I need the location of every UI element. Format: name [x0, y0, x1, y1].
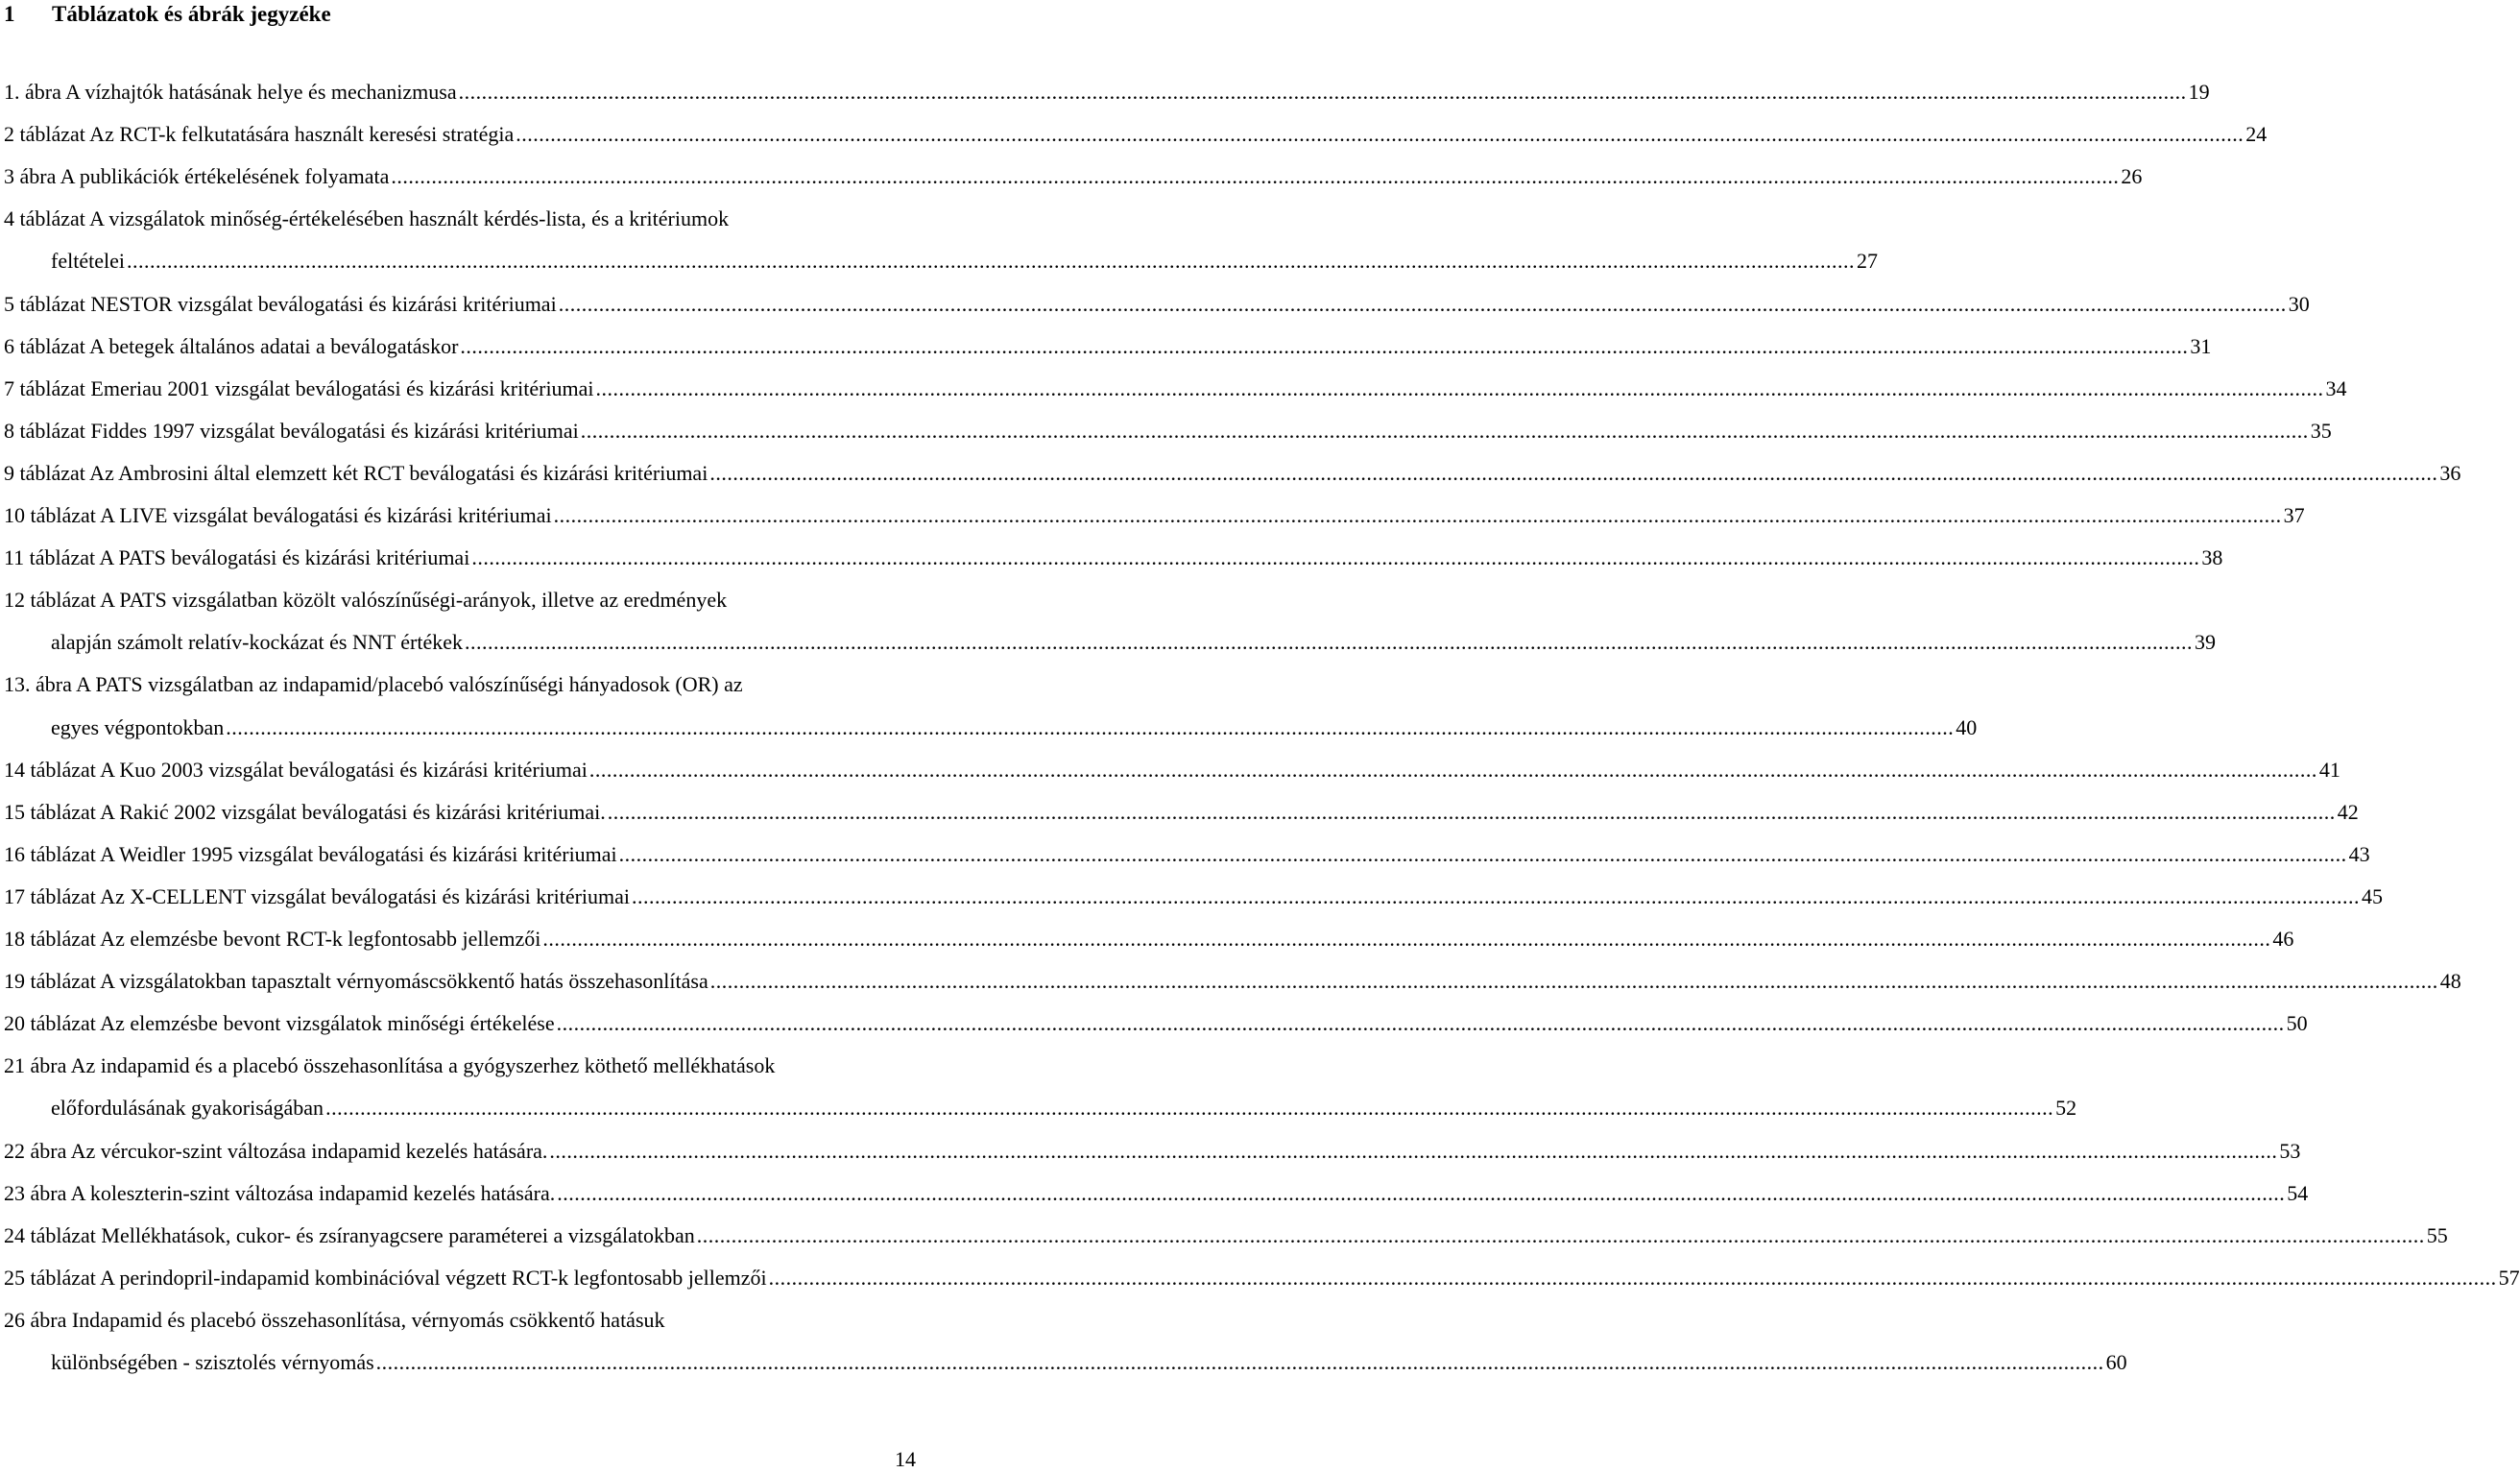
toc-entry[interactable] — [51, 247, 1878, 276]
dot-leader: ............................................................................................................................................................................................................................................................................................................ — [709, 969, 2438, 993]
toc-entry[interactable] — [4, 120, 2268, 149]
toc-entry-page: 38 — [2201, 545, 2223, 569]
dot-leader: ............................................................................................................................................................................................................................................................................................................ — [709, 461, 2438, 485]
toc-entry-title: 11 táblázat A PATS beválogatási és kizárási kritériumai — [4, 545, 470, 569]
toc-entry[interactable] — [4, 1264, 2520, 1292]
dot-leader: ............................................................................................................................................................................................................................................................................................................ — [516, 122, 2244, 146]
toc-entry[interactable] — [4, 756, 2340, 785]
toc-entry-title: 22 ábra Az vércukor-szint változása indapamid kezelés hatására. — [4, 1139, 548, 1163]
toc-entry[interactable] — [51, 713, 1978, 742]
toc-entry-title: 21 ábra Az indapamid és a placebó összehasonlítása a gyógyszerhez köthető mellékhatások — [4, 1053, 776, 1077]
dot-leader: ............................................................................................................................................................................................................................................................................................................ — [471, 545, 2200, 569]
dot-leader: ............................................................................................................................................................................................................................................................................................................ — [549, 1139, 2278, 1163]
dot-leader: ............................................................................................................................................................................................................................................................................................................ — [375, 1350, 2104, 1374]
toc-entry-title: 19 táblázat A vizsgálatokban tapasztalt vérnyomáscsökkentő hatás összehasonlítása — [4, 969, 708, 993]
toc-entry-title: 1. ábra A vízhajtók hatásának helye és mechanizmusa — [4, 80, 457, 104]
toc-entry[interactable] — [4, 290, 2310, 319]
dot-leader: ............................................................................................................................................................................................................................................................................................................ — [618, 842, 2347, 866]
dot-leader: ............................................................................................................................................................................................................................................................................................................ — [226, 715, 1955, 739]
toc-entry-page: 40 — [1956, 715, 1978, 739]
toc-entry-page: 55 — [2426, 1223, 2448, 1247]
toc-entry-line[interactable] — [4, 205, 916, 233]
toc-entry-page: 31 — [2190, 334, 2212, 358]
toc-entry[interactable] — [4, 967, 2461, 996]
dot-leader: ............................................................................................................................................................................................................................................................................................................ — [768, 1266, 2497, 1290]
toc-entry-title: 7 táblázat Emeriau 2001 vizsgálat beválogatási és kizárási kritériumai — [4, 376, 594, 400]
toc-entry[interactable] — [51, 1094, 2077, 1123]
toc-entry[interactable] — [4, 798, 2359, 827]
toc-entry[interactable] — [4, 501, 2305, 530]
toc-entry-page: 45 — [2362, 884, 2384, 908]
toc-entry-page: 24 — [2245, 122, 2268, 146]
toc-entry[interactable] — [4, 1221, 2448, 1250]
toc-entry-line[interactable] — [4, 1051, 916, 1080]
toc-entry[interactable] — [4, 374, 2347, 403]
toc-entry-page: 39 — [2195, 630, 2217, 654]
toc-entry-page: 60 — [2105, 1350, 2127, 1374]
toc-entry-title: 8 táblázat Fiddes 1997 vizsgálat beválogatási és kizárási kritériumai — [4, 419, 579, 443]
toc-entry[interactable] — [4, 840, 2370, 869]
dot-leader: ............................................................................................................................................................................................................................................................................................................ — [126, 249, 1855, 273]
toc-entry-title: 25 táblázat A perindopril-indapamid kombinációval végzett RCT-k legfontosabb jellemzői — [4, 1266, 767, 1290]
page-number: 14 — [895, 1447, 916, 1471]
toc-entry-page: 53 — [2279, 1139, 2301, 1163]
toc-entry-title: 6 táblázat A betegek általános adatai a beválogatáskor — [4, 334, 459, 358]
toc-entry-page: 34 — [2325, 376, 2347, 400]
toc-entry-title: különbségében - szisztolés vérnyomás — [51, 1350, 374, 1374]
toc-entry-page: 50 — [2286, 1011, 2308, 1035]
toc-entry-title: 24 táblázat Mellékhatások, cukor- és zsíranyagcsere paraméterei a vizsgálatokban — [4, 1223, 695, 1247]
toc-entry-title: 5 táblázat NESTOR vizsgálat beválogatási és kizárási kritériumai — [4, 292, 557, 316]
toc-entry-title: 12 táblázat A PATS vizsgálatban közölt valószínűségi-arányok, illetve az eredmények — [4, 588, 728, 612]
toc-entry-title: 9 táblázat Az Ambrosini által elemzett két RCT beválogatási és kizárási kritériumai — [4, 461, 708, 485]
dot-leader: ............................................................................................................................................................................................................................................................................................................ — [558, 292, 2287, 316]
dot-leader: ............................................................................................................................................................................................................................................................................................................ — [460, 334, 2189, 358]
toc-entry-page: 30 — [2288, 292, 2310, 316]
toc-entry[interactable] — [4, 1137, 2301, 1166]
dot-leader: ............................................................................................................................................................................................................................................................................................................ — [542, 927, 2271, 951]
toc-entry-title: 18 táblázat Az elemzésbe bevont RCT-k legfontosabb jellemzői — [4, 927, 541, 951]
dot-leader: ............................................................................................................................................................................................................................................................................................................ — [632, 884, 2361, 908]
toc-entry-page: 41 — [2318, 758, 2340, 782]
dot-leader: ............................................................................................................................................................................................................................................................................................................ — [556, 1011, 2285, 1035]
dot-leader: ............................................................................................................................................................................................................................................................................................................ — [557, 1181, 2286, 1205]
dot-leader: ............................................................................................................................................................................................................................................................................................................ — [696, 1223, 2425, 1247]
toc-entry-page: 46 — [2272, 927, 2294, 951]
toc-entry[interactable] — [4, 162, 2143, 191]
toc-entry[interactable] — [51, 1348, 2127, 1377]
dot-leader: ............................................................................................................................................................................................................................................................................................................ — [580, 419, 2309, 443]
toc-entry-title: előfordulásának gyakoriságában — [51, 1096, 324, 1120]
toc-entry[interactable] — [4, 1009, 2308, 1038]
toc-entry-page: 27 — [1856, 249, 1878, 273]
toc-entry-line[interactable] — [4, 670, 916, 699]
toc-entry-line[interactable] — [4, 1306, 916, 1335]
toc-entry-page: 26 — [2121, 164, 2143, 188]
toc-entry-title: 2 táblázat Az RCT-k felkutatására használt keresési stratégia — [4, 122, 515, 146]
toc-entry-title: feltételei — [51, 249, 125, 273]
dot-leader: ............................................................................................................................................................................................................................................................................................................ — [588, 758, 2317, 782]
dot-leader: ............................................................................................................................................................................................................................................................................................................ — [325, 1096, 2054, 1120]
dot-leader: ............................................................................................................................................................................................................................................................................................................ — [391, 164, 2120, 188]
toc-entry[interactable] — [4, 417, 2332, 446]
toc-entry-page: 37 — [2283, 503, 2305, 527]
toc-entry-title: 4 táblázat A vizsgálatok minőség-értékelésében használt kérdés-lista, és a kritériumok — [4, 206, 730, 230]
toc-entry-title: egyes végpontokban — [51, 715, 225, 739]
section-number: 1 — [4, 2, 15, 26]
toc-entry-page: 54 — [2287, 1181, 2309, 1205]
toc-entry-title: 13. ábra A PATS vizsgálatban az indapamid/placebó valószínűségi hányadosok (OR) az — [4, 672, 743, 696]
toc-entry[interactable] — [4, 332, 2212, 361]
toc-entry-page: 43 — [2348, 842, 2370, 866]
toc-entry-line[interactable] — [4, 586, 916, 615]
dot-leader: ............................................................................................................................................................................................................................................................................................................ — [458, 80, 2187, 104]
toc-entry-title: 16 táblázat A Weidler 1995 vizsgálat beválogatási és kizárási kritériumai — [4, 842, 617, 866]
toc-entry-title: 17 táblázat Az X-CELLENT vizsgálat beválogatási és kizárási kritériumai — [4, 884, 631, 908]
toc-entry[interactable] — [4, 925, 2294, 954]
toc-entry-page: 35 — [2310, 419, 2332, 443]
toc-entry[interactable] — [4, 882, 2384, 911]
toc-entry-title: 3 ábra A publikációk értékelésének folyamata — [4, 164, 390, 188]
dot-leader: ............................................................................................................................................................................................................................................................................................................ — [465, 630, 2194, 654]
toc-entry-title: 20 táblázat Az elemzésbe bevont vizsgálatok minőségi értékelése — [4, 1011, 555, 1035]
toc-entry-page: 57 — [2498, 1266, 2520, 1290]
dot-leader: ............................................................................................................................................................................................................................................................................................................ — [607, 800, 2336, 824]
toc-entry-title: 23 ábra A koleszterin-szint változása indapamid kezelés hatására. — [4, 1181, 556, 1205]
toc-entry-title: 26 ábra Indapamid és placebó összehasonlítása, vérnyomás csökkentő hatásuk — [4, 1308, 665, 1332]
toc-entry[interactable] — [4, 459, 2461, 488]
toc-entry-page: 48 — [2439, 969, 2461, 993]
section-heading — [4, 0, 331, 29]
toc-entry-title: 15 táblázat A Rakić 2002 vizsgálat beválogatási és kizárási kritériumai. — [4, 800, 606, 824]
toc-entry[interactable] — [4, 1179, 2309, 1208]
toc-entry-title: alapján számolt relatív-kockázat és NNT értékek — [51, 630, 464, 654]
toc-entry[interactable] — [51, 628, 2217, 657]
dot-leader: ............................................................................................................................................................................................................................................................................................................ — [553, 503, 2282, 527]
toc-entry[interactable] — [4, 543, 2223, 572]
section-title: Táblázatok és ábrák jegyzéke — [52, 2, 331, 26]
toc-entry-title: 10 táblázat A LIVE vizsgálat beválogatási és kizárási kritériumai — [4, 503, 552, 527]
toc-entry-page: 42 — [2337, 800, 2359, 824]
dot-leader: ............................................................................................................................................................................................................................................................................................................ — [595, 376, 2324, 400]
toc-entry-title: 14 táblázat A Kuo 2003 vizsgálat beválogatási és kizárási kritériumai — [4, 758, 588, 782]
toc-entry-page: 52 — [2055, 1096, 2077, 1120]
toc-entry[interactable] — [4, 78, 2210, 107]
toc-entry-page: 36 — [2439, 461, 2461, 485]
toc-entry-page: 19 — [2188, 80, 2210, 104]
